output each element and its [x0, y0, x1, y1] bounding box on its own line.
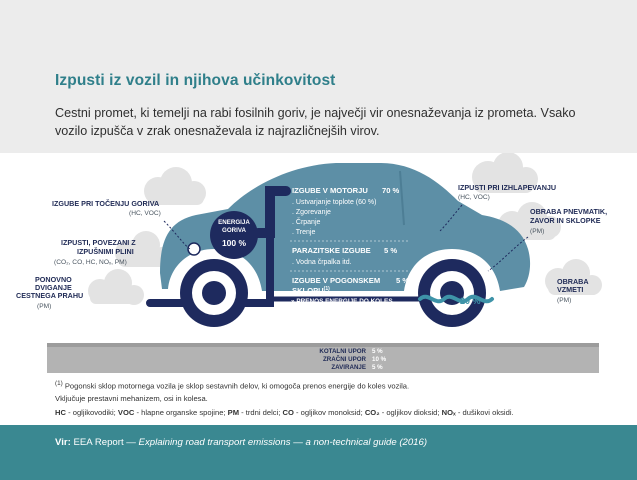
footnote-text: Pogonski sklop motornega vozila je sklop sestavnih delov, ki omogoča prenos energije do koles vozila.	[62, 381, 410, 391]
exhaust-label-1: IZPUSTI, POVEZANI Z	[61, 238, 136, 247]
parasitic-loss-value: 5 %	[384, 246, 398, 255]
glossary-line	[55, 407, 615, 418]
exhaust-label-2: IZPUŠNIMI PLINI	[77, 247, 134, 256]
source-citation	[55, 437, 427, 448]
air-resistance-label: ZRAČNI UPOR	[323, 356, 366, 363]
suspension-label-1: OBRABA	[557, 277, 589, 286]
tyre-wear-label-1: OBRABA PNEVMATIK,	[530, 207, 608, 216]
glossary-abbr: CO₂	[364, 407, 380, 417]
front-wheel	[180, 259, 248, 327]
rolling-resistance-value: 5 %	[372, 348, 383, 355]
road-band-edge	[47, 343, 599, 347]
evaporation-label: IZPUSTI PRI IZHLAPEVANJU	[458, 183, 557, 192]
glossary-abbr: HC	[55, 407, 66, 417]
footnote-block	[55, 378, 615, 419]
intro-paragraph: Cestni promet, ki temelji na rabi fosilnih goriv, je največji vir onesnaževanja iz prometa. Vsako vozilo izpušča v zrak onesnaževala iz najrazličnejših virov.	[55, 106, 576, 138]
glossary-abbr: CO	[282, 407, 294, 417]
fuel-energy-node	[210, 211, 258, 259]
braking-label: ZAVIRANJE	[331, 364, 366, 371]
glossary-desc: - ogljikovodiki;	[65, 407, 118, 417]
evaporation-sub: (HC, VOC)	[458, 194, 490, 201]
source-title: Explaining road transport emissions — a non-technical guide (2016)	[138, 437, 428, 448]
wheel-energy-label: » PRENOS ENERGIJE DO KOLES	[291, 298, 393, 305]
exhaust-squiggle	[420, 297, 492, 302]
refueling-loss-label: IZGUBE PRI TOČENJU GORIVA	[52, 199, 160, 208]
glossary-desc: - ogljikov dioksid;	[379, 407, 442, 417]
suspension-sub: (PM)	[557, 297, 572, 304]
road-dust-label-1: PONOVNO	[35, 275, 72, 284]
source-org: EEA Report —	[70, 437, 139, 448]
suspension-label-2: VZMETI	[557, 285, 584, 294]
source-footer	[0, 425, 637, 480]
engine-loss-item-3: . Črpanje	[292, 219, 321, 226]
glossary-desc: - trdni delci;	[239, 407, 283, 417]
glossary-abbr: PM	[227, 407, 240, 417]
glossary-desc: - hlapne organske spojine;	[134, 407, 228, 417]
glossary-abbr: VOC	[117, 407, 135, 417]
parasitic-loss-title: PARAZITSKE IZGUBE	[292, 246, 371, 255]
cloud-road-dust	[88, 269, 144, 305]
fuel-cap-icon	[188, 243, 200, 255]
engine-loss-item-1: . Ustvarjanje toplote (60 %)	[292, 199, 377, 206]
tyre-wear-label-2: ZAVOR IN SKLOPKE	[530, 216, 601, 225]
engine-loss-item-2: . Zgorevanje	[292, 209, 331, 216]
road-dust-label-3: CESTNEGA PRAHU	[16, 291, 84, 300]
energy-value: 100 %	[221, 238, 247, 248]
energy-label-2: GORIVA	[222, 227, 246, 234]
page-title: Izpusti iz vozil in njihova učinkovitost	[55, 72, 336, 89]
glossary-desc: - dušikovi oksidi.	[455, 407, 514, 417]
engine-loss-value: 70 %	[382, 186, 400, 195]
refueling-loss-sub: (HC, VOC)	[129, 210, 161, 217]
source-prefix: Vir:	[55, 437, 71, 448]
drivetrain-loss-title-1: IZGUBE V POGONSKEM	[292, 276, 381, 285]
parasitic-loss-item: . Vodna črpalka itd.	[292, 259, 352, 266]
wheel-energy-value: 20 %	[460, 296, 481, 306]
engine-loss-title: IZGUBE V MOTORJU	[292, 186, 368, 195]
footnote-line-2: Vključuje prestavni mehanizem, osi in kolesa.	[55, 393, 208, 403]
rear-wheel	[418, 259, 486, 327]
engine-loss-item-4: . Trenje	[292, 229, 316, 236]
braking-value: 5 %	[372, 364, 383, 371]
glossary-abbr: NOₓ	[441, 407, 456, 417]
footnote-marker: (1)	[55, 380, 63, 387]
drivetrain-loss-title-2: SKLOPU$^{(1)}$	[292, 286, 330, 295]
tyre-wear-sub: (PM)	[530, 228, 545, 235]
footnote-line-1	[55, 378, 615, 392]
road-dust-label-2: DVIGANJE	[35, 283, 72, 292]
air-resistance-value: 10 %	[372, 356, 387, 363]
energy-label-1: ENERGIJA	[218, 219, 250, 226]
exhaust-sub: (CO₂, CO, HC, NOₓ, PM)	[54, 259, 127, 266]
drivetrain-loss-value: 5 %	[396, 276, 410, 285]
rolling-resistance-label: KOTALNI UPOR	[319, 348, 366, 355]
road-dust-sub: (PM)	[37, 303, 52, 310]
glossary-desc: - ogljikov monoksid;	[293, 407, 365, 417]
